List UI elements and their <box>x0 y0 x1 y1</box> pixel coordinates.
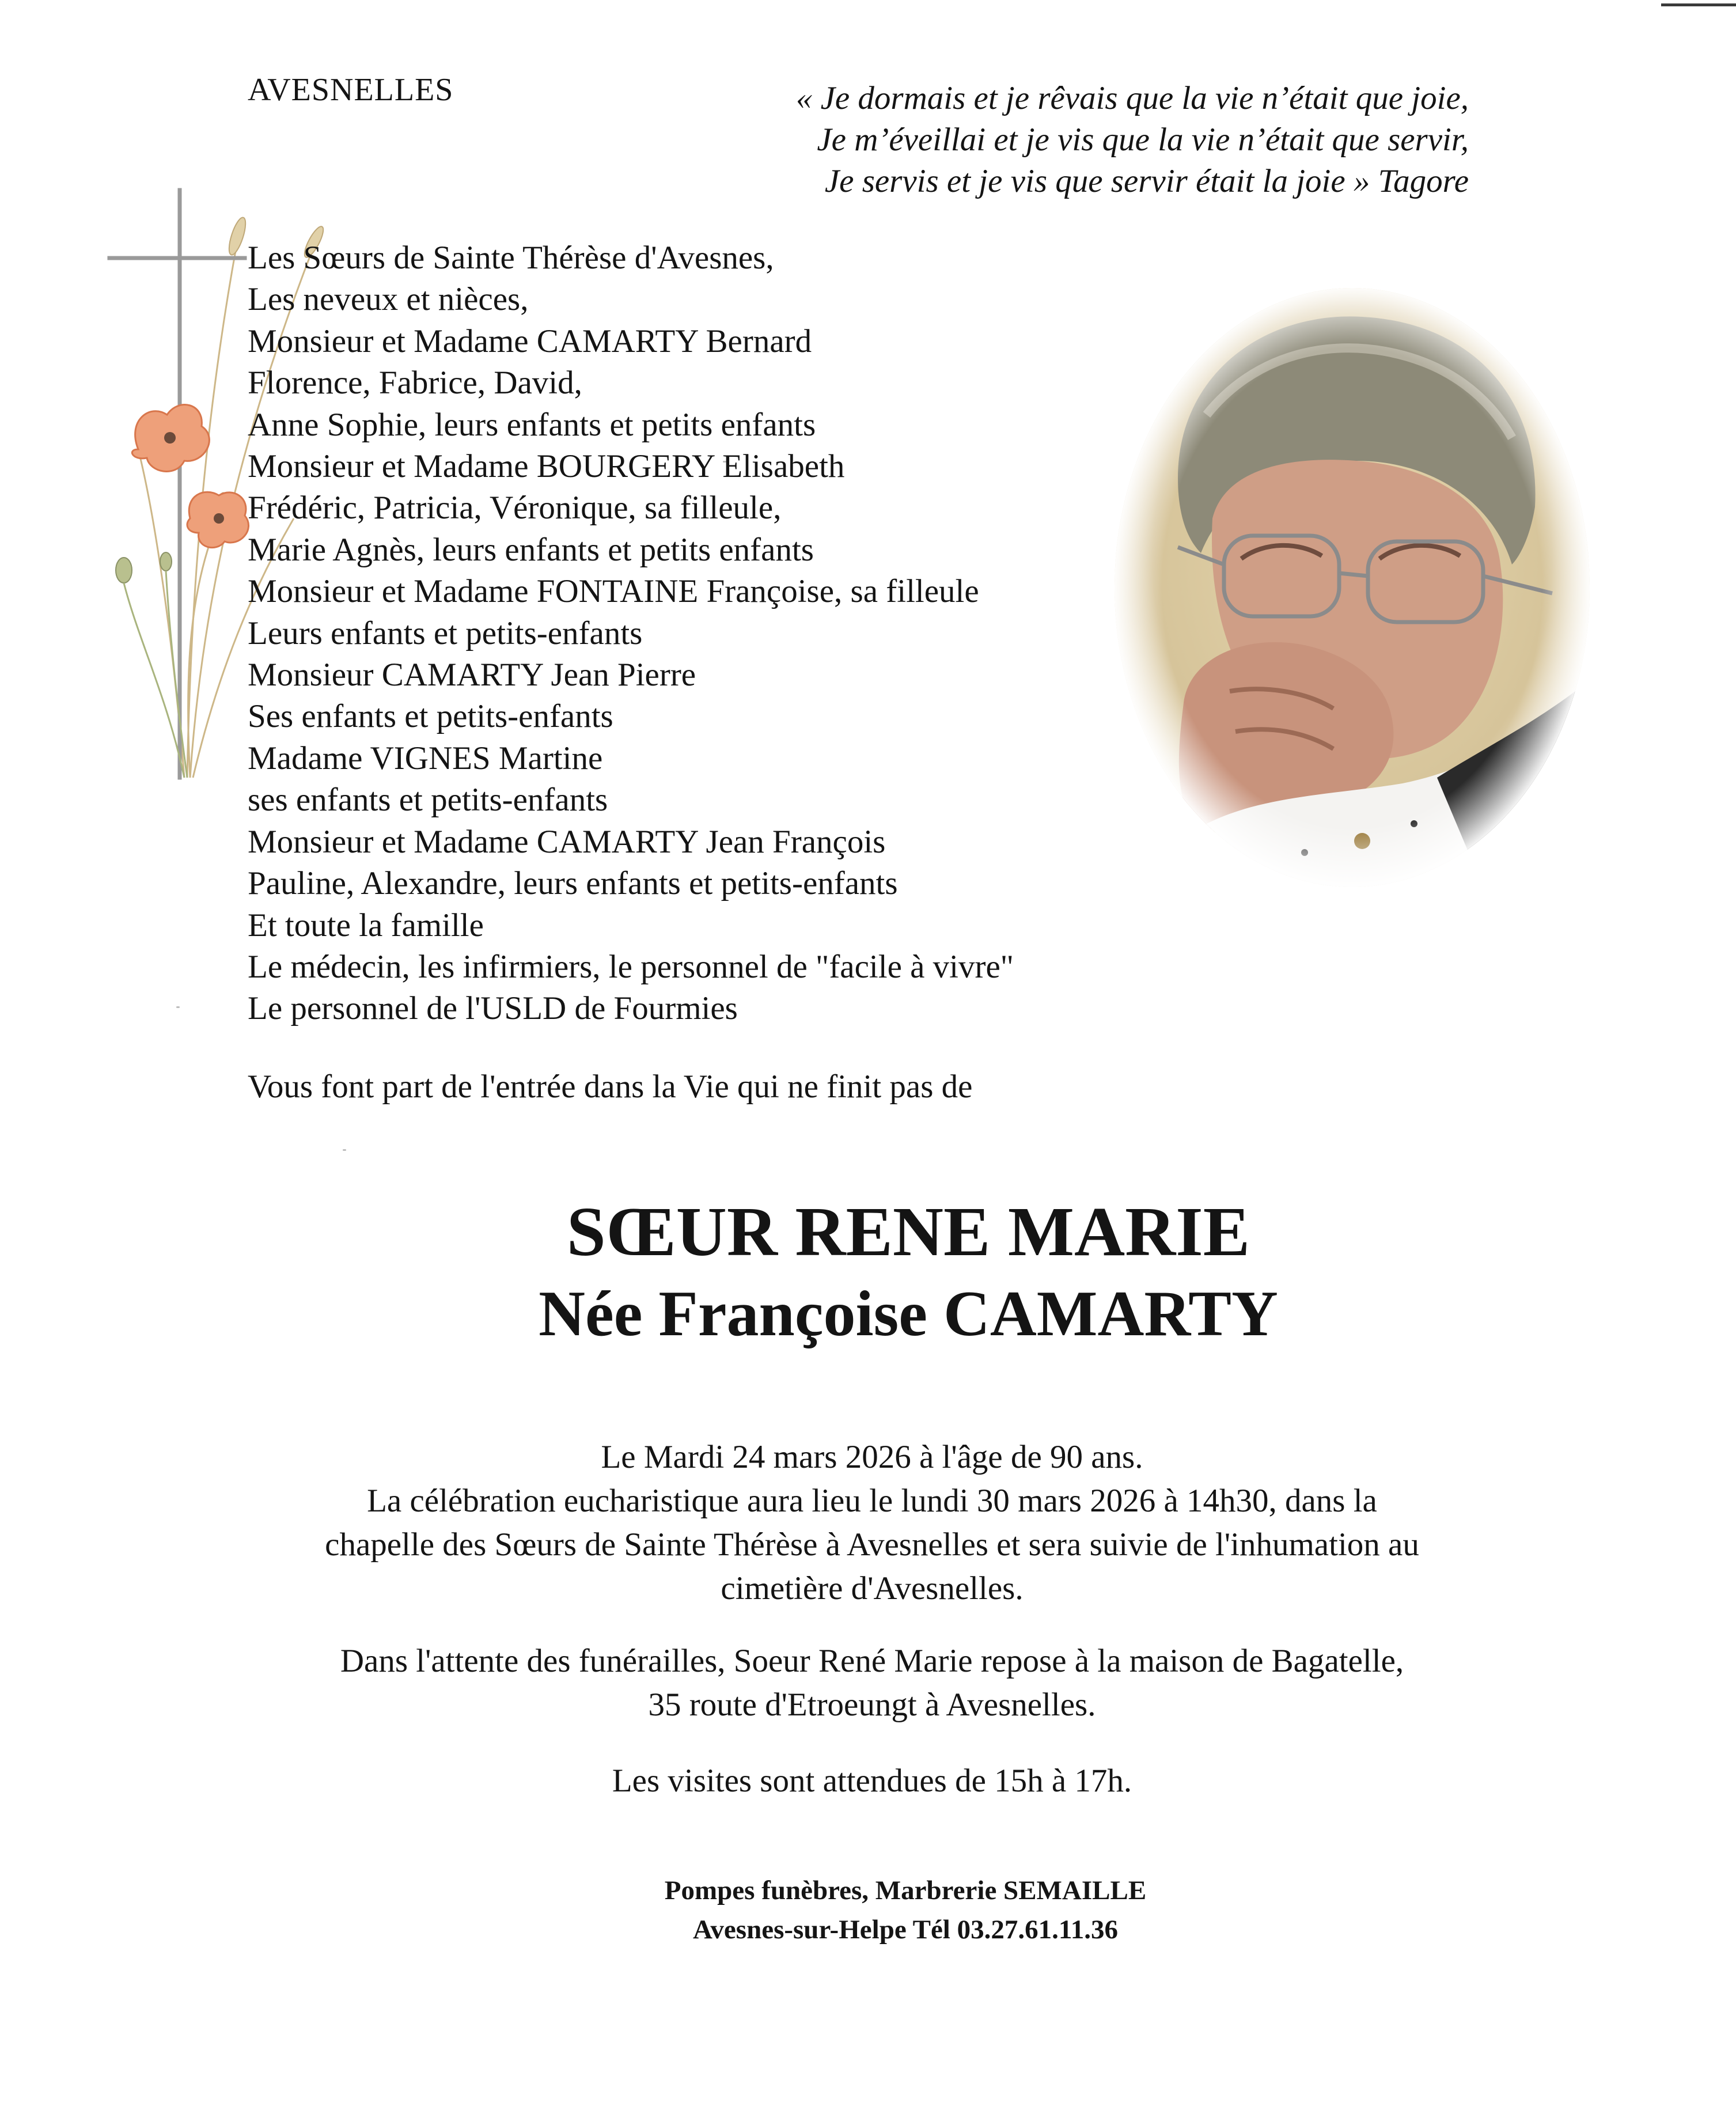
family-line: Leurs enfants et petits-enfants <box>248 615 643 651</box>
funeral-home-name: Pompes funèbres, Marbrerie SEMAILLE <box>664 1876 1147 1905</box>
poppy-bud-icon <box>116 552 172 583</box>
rest-location-line: Dans l'attente des funérailles, Soeur René Marie repose à la maison de Bagatelle, <box>340 1643 1404 1679</box>
deceased-name: SŒUR RENE MARIE <box>566 1193 1250 1271</box>
family-line: Monsieur et Madame BOURGERY Elisabeth <box>248 448 845 485</box>
cross-icon <box>109 190 245 778</box>
family-line: Le personnel de l'USLD de Fourmies <box>248 990 738 1027</box>
family-line: Monsieur et Madame CAMARTY Bernard <box>248 323 812 359</box>
funeral-details <box>173 1435 1571 1803</box>
funeral-home <box>0 1871 1736 1949</box>
ceremony-line: chapelle des Sœurs de Sainte Thérèse à Avesnelles et sera suivie de l'inhumation au <box>325 1526 1419 1563</box>
epigraph-line: « Je dormais et je rêvais que la vie n’était que joie, <box>795 80 1469 116</box>
town-name: AVESNELLES <box>248 72 454 108</box>
scan-speck <box>343 1149 346 1151</box>
family-line: Monsieur et Madame CAMARTY Jean François <box>248 823 886 860</box>
family-line: Monsieur CAMARTY Jean Pierre <box>248 657 696 694</box>
deceased-birth-name: Née Françoise CAMARTY <box>539 1278 1278 1350</box>
family-line: Les neveux et nièces, <box>248 281 529 318</box>
visiting-hours: Les visites sont attendues de 15h à 17h. <box>612 1763 1132 1799</box>
epigraph-quote <box>720 78 1469 202</box>
epigraph-line: Je servis et je vis que servir était la joie » Tagore <box>824 163 1469 199</box>
family-line: Florence, Fabrice, David, <box>248 365 582 401</box>
death-date-line: Le Mardi 24 mars 2026 à l'âge de 90 ans. <box>601 1439 1143 1475</box>
family-line: ses enfants et petits-enfants <box>248 782 608 819</box>
ceremony-line: La célébration eucharistique aura lieu le lundi 30 mars 2026 à 14h30, dans la <box>367 1483 1377 1519</box>
family-line: Pauline, Alexandre, leurs enfants et petits-enfants <box>248 865 898 902</box>
family-line: Monsieur et Madame FONTAINE Françoise, sa filleule <box>248 573 979 610</box>
funeral-home-contact: Avesnes-sur-Helpe Tél 03.27.61.11.36 <box>692 1915 1119 1945</box>
announcement-text: Vous font part de l'entrée dans la Vie qui ne finit pas de <box>248 1069 973 1105</box>
epigraph-line: Je m’éveillai et je vis que la vie n’était que servir, <box>817 122 1469 158</box>
poppy-icon <box>132 405 209 472</box>
family-line: Et toute la famille <box>248 907 484 944</box>
family-line: Le médecin, les infirmiers, le personnel de "facile à vivre" <box>248 948 1014 985</box>
family-list <box>248 237 1014 1030</box>
rest-location-line: 35 route d'Etroeungt à Avesnelles. <box>648 1687 1096 1723</box>
scan-speck <box>176 1006 180 1008</box>
scan-edge-mark <box>1661 3 1736 6</box>
family-line: Les Sœurs de Sainte Thérèse d'Avesnes, <box>248 240 774 276</box>
family-line: Frédéric, Patricia, Véronique, sa filleule, <box>248 490 782 526</box>
poppy-icon <box>187 492 249 547</box>
family-line: Marie Agnès, leurs enfants et petits enfants <box>248 531 814 568</box>
ceremony-line: cimetière d'Avesnelles. <box>721 1570 1024 1607</box>
portrait-photo <box>1115 288 1590 887</box>
family-line: Anne Sophie, leurs enfants et petits enfants <box>248 406 816 443</box>
family-line: Ses enfants et petits-enfants <box>248 698 613 735</box>
family-line: Madame VIGNES Martine <box>248 740 603 776</box>
